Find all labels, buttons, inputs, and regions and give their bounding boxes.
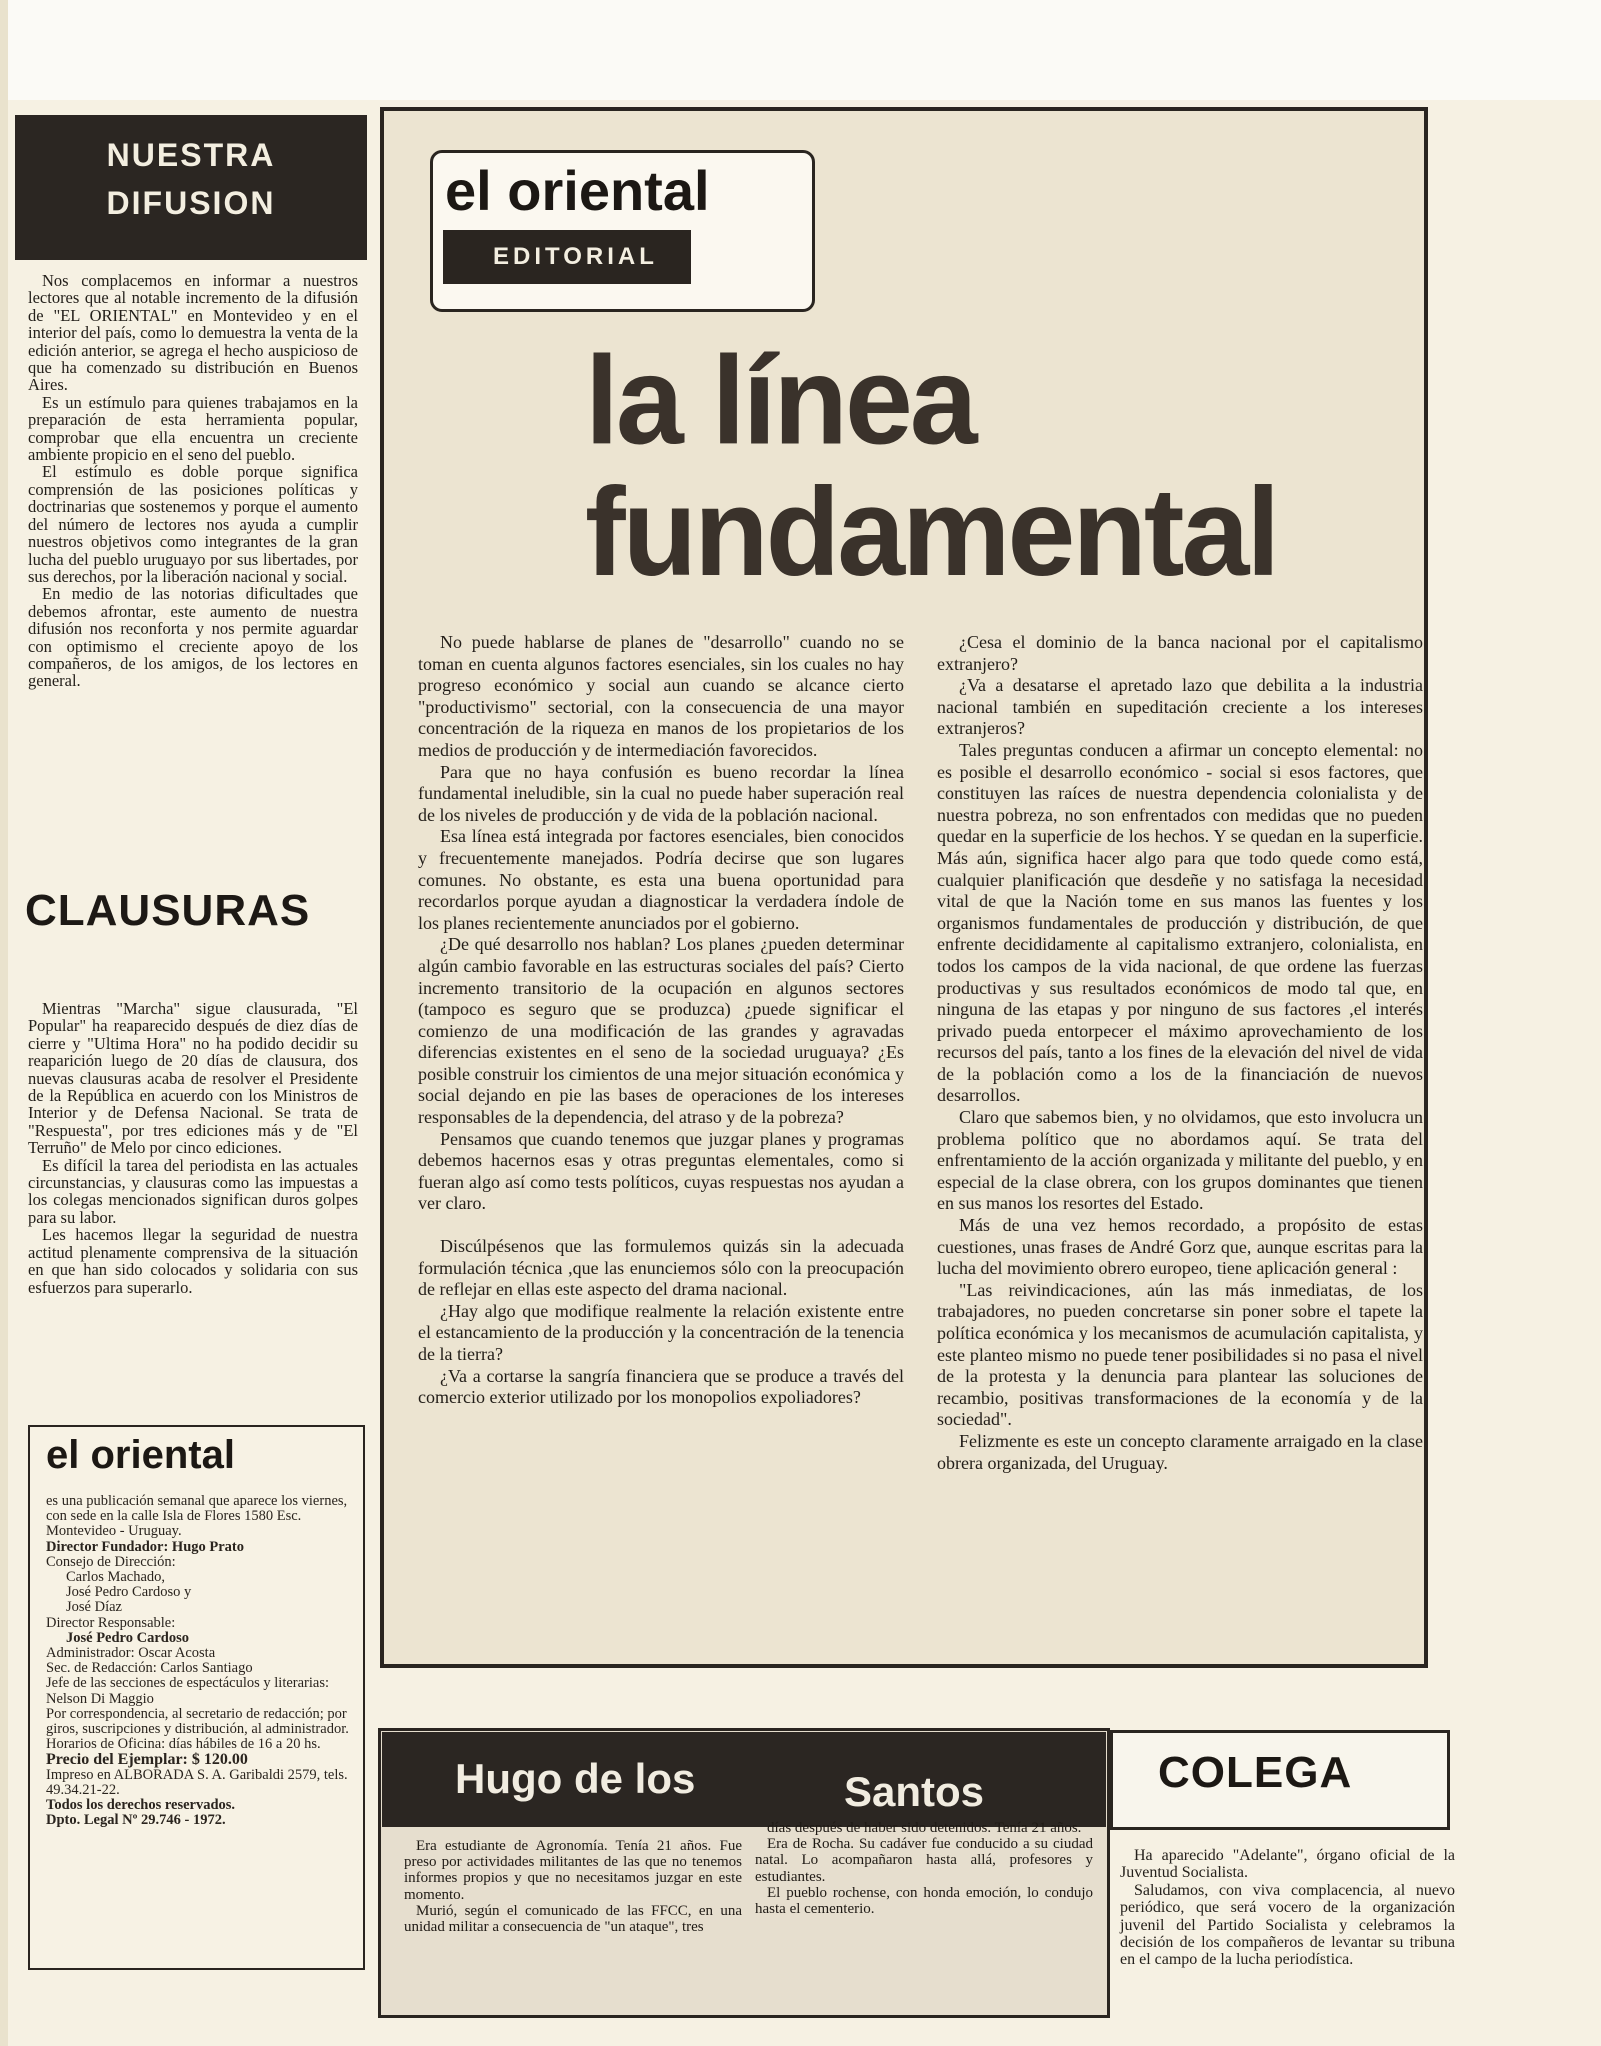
paragraph: Tales preguntas conducen a afirmar un concepto elemental: no es posible el desarrollo económico - social si esos factores, que constituyen las raíces de nuestra dependencia colonialista y de nuestra pobreza, no son enfrentados con medidas que no pueden quedar en la superficie de los hechos. Y se quedan en la superficie. Más aún, significa hacer algo para que todo quede como está, cualquier planificación que desdeñe y no satisfaga la necesidad vital de que la Nación tome en sus manos las fuentes y los organismos fundamentales de producción y distribución, de que enfrente decididamente al capitalismo extranjero, colonialista, en todos los campos de la vida nacional, de que ordene las fuerzas productivas y sus resultados económicos de modo tal que, en ninguna de las etapas y por ninguno de sus factores ,el interés privado pueda entorpecer el máximo aprovechamiento de los recursos del país, tanto a los fines de la elevación del nivel de vida de la población como a los de la financiación de nuevos desarrollos. — [937, 739, 1423, 1106]
paragraph: Claro que sabemos bien, y no olvidamos, que esto involucra un problema político que no abordamos aquí. Se trata del enfrentamiento de la acción organizada y militante del pueblo, y en especial de la clase obrera, con los grupos dominantes que tienen en sus manos los resortes del Estado. — [937, 1107, 1423, 1214]
masthead-line: Todos los derechos reservados. — [46, 1797, 236, 1814]
clausuras-title: CLAUSURAS — [25, 886, 311, 935]
colega-title: COLEGA — [1158, 1748, 1353, 1797]
masthead-line: Director Responsable: — [46, 1614, 176, 1631]
masthead-line: Dpto. Legal Nº 29.746 - 1972. — [46, 1812, 226, 1829]
paragraph: En medio de las notorias dificultades que debemos afrontar, este aumento de nuestra difusión nos reconforta y nos permite aguardar con optimismo el creciente apoyo de los compañeros, de los amigos, de los lectores en general. — [28, 584, 358, 691]
santos-column-1 — [404, 1838, 742, 1935]
masthead-line: José Pedro Cardoso — [66, 1629, 189, 1646]
editorial-headline — [585, 330, 1405, 602]
paragraph: Era de Rocha. Su cadáver fue conducido a su ciudad natal. Lo acompañaron hasta allá, profesores y estudiantes. — [755, 1836, 1093, 1885]
paragraph: días después de haber sido detenidos. Tenía 21 años. — [767, 1820, 1082, 1836]
page-top-margin — [0, 0, 1601, 100]
paragraph: Nos complacemos en informar a nuestros lectores que al notable incremento de la difusión de "EL ORIENTAL" en Montevideo y en el interior del país, como lo demuestra la venta de la edición anterior, se agrega el hecho auspicioso de que ha comenzado su distribución en Buenos Aires. — [28, 271, 358, 395]
paragraph: Pensamos que cuando tenemos que juzgar planes y programas debemos hacernos esas y otras preguntas elementales, como si fueran algo así como tests políticos, cuyas respuestas nos ayudan a ver claro. — [418, 1128, 904, 1214]
paragraph-spacer — [418, 1215, 904, 1236]
paragraph: Es difícil la tarea del periodista en las actuales circunstancias, y clausuras como las impuestas a los colegas mencionados significan duros golpes para su labor. — [28, 1155, 358, 1227]
masthead-details — [46, 1494, 351, 1828]
page-edge — [0, 0, 8, 2046]
paragraph: ¿Va a desatarse el apretado lazo que debilita a la industria nacional también en supeditación creciente a los intereses extranjeros? — [937, 675, 1423, 739]
paragraph: Para que no haya confusión es bueno recordar la línea fundamental ineludible, sin la cual no puede haber superación real de los niveles de producción y de vida de la población nacional. — [418, 761, 904, 825]
colega-article — [1120, 1847, 1455, 1969]
headline-line: fundamental — [585, 461, 1278, 602]
difusion-article — [28, 272, 358, 690]
paragraph: Les hacemos llegar la seguridad de nuestra actitud plenamente comprensiva de la situación en que han sido colocados y solidaria con sus esfuerzos para superarlo. — [28, 1225, 358, 1297]
masthead-line: Por correspondencia, al secretario de redacción; por giros, suscripciones y distribución, al administrador. — [46, 1705, 349, 1738]
masthead-line: José Díaz — [66, 1599, 122, 1616]
paragraph: Esa línea está integrada por factores esenciales, bien conocidos y frecuentemente manejados. Podría decirse que son lugares comunes. No obstante, es esta una buena oportunidad para recordarlos porque ayudan a diagnosticar la verdadera índole de los planes recientemente anunciados por el gobierno. — [418, 826, 904, 933]
paragraph: "Las reivindicaciones, aún las más inmediatas, de los trabajadores, no pueden concretarse sin poner sobre el tapete la política económica y los mecanismos de acumulación capitalista, y este planteo mismo no puede tener posibilidades si no pasa el nivel de la protesta y la denuncia para plantear las soluciones de recambio, positivas transformaciones de la economía y de la sociedad". — [937, 1279, 1423, 1430]
difusion-title-line: NUESTRA — [106, 137, 276, 173]
paragraph: ¿Cesa el dominio de la banca nacional por el capitalismo extranjero? — [937, 632, 1423, 674]
masthead-line: Horarios de Oficina: días hábiles de 16 a 20 hs. — [46, 1736, 321, 1753]
editorial-column-1 — [418, 632, 904, 1409]
paragraph: No puede hablarse de planes de "desarrollo" cuando no se toman en cuenta algunos factores esenciales, sin los cuales no hay progreso económico y social aun cuando se alcance cierto "productivismo" sectorial, con la consecuencia de una mayor concentración de la riqueza en manos de los propietarios de los medios de producción y de intermediación favorecidos. — [418, 632, 904, 760]
santos-column-2 — [755, 1820, 1093, 1917]
masthead-line: José Pedro Cardoso y — [66, 1584, 192, 1601]
clausuras-article — [28, 1000, 358, 1296]
difusion-title-line: DIFUSION — [106, 185, 276, 221]
paragraph: El pueblo rochense, con honda emoción, lo condujo hasta el cementerio. — [755, 1884, 1093, 1918]
paragraph: Discúlpésenos que las formulemos quizás sin la adecuada formulación técnica ,que las enunciemos sólo con la preocupación de reflejar en ellas este aspecto del drama nacional. — [418, 1236, 904, 1300]
editorial-section-label: EDITORIAL — [443, 230, 691, 284]
paragraph: Más de una vez hemos recordado, a propósito de estas cuestiones, unas frases de André Gorz que, aunque escritas para la lucha del movimiento obrero europeo, tiene aplicación general : — [937, 1215, 1423, 1279]
masthead-line: Impreso en ALBORADA S. A. Garibaldi 2579, tels. 49.34.21-22. — [46, 1766, 348, 1798]
santos-title: Hugo de los — [455, 1755, 696, 1802]
masthead-title: el oriental — [46, 1433, 235, 1477]
paragraph: Ha aparecido "Adelante", órgano oficial de la Juventud Socialista. — [1120, 1847, 1455, 1882]
masthead-line: Consejo de Dirección: — [46, 1553, 176, 1570]
santos-title: Santos — [844, 1768, 985, 1815]
paragraph: ¿Hay algo que modifique realmente la relación existente entre el estancamiento de la producción y la concentración de la tenencia de la tierra? — [418, 1300, 904, 1364]
headline-line: la línea — [585, 330, 975, 471]
masthead-line: es una publicación semanal que aparece los viernes, con sede en la calle Isla de Flores 1580 Esc. Montevideo - Uruguay. — [46, 1493, 348, 1540]
paragraph: Es un estímulo para quienes trabajamos en la preparación de esta herramienta popular, comprobar que ella encuentra un creciente ambiente propicio en el seno del pueblo. — [28, 392, 358, 465]
editorial-column-2 — [937, 632, 1423, 1474]
masthead-line: Sec. de Redacción: Carlos Santiago — [46, 1660, 253, 1677]
paragraph: Felizmente es este un concepto claramente arraigado en la clase obrera organizada, del Uruguay. — [937, 1430, 1423, 1473]
paragraph: Saludamos, con viva complacencia, al nuevo periódico, que será vocero de la organización juvenil del Partido Socialista y celebramos la decisión de los compañeros de levantar su tribuna en el campo de la lucha periodística. — [1120, 1881, 1455, 1969]
masthead-line: Director Fundador: Hugo Prato — [46, 1538, 245, 1555]
paragraph: Mientras "Marcha" sigue clausurada, "El Popular" ha reaparecido después de diez días de cierre y "Ultima Hora" no ha podido decidir su reaparición luego de 20 días de clausura, dos nuevas clausuras acaba de resolver el Presidente de la República en acuerdo con los Ministros de Interior y de Defensa Nacional. Se trata de "Respuesta", por tres ediciones más y de "El Terruño" de Melo por cinco ediciones. — [28, 999, 358, 1158]
masthead-line: Carlos Machado, — [66, 1569, 166, 1586]
paragraph: Era estudiante de Agronomía. Tenía 21 años. Fue preso por actividades militantes de las que no tenemos informes propios y que no necesitamos juzgar en este momento. — [404, 1838, 742, 1903]
difusion-heading-box — [15, 115, 367, 260]
masthead-line: Precio del Ejemplar: $ 120.00 — [46, 1751, 248, 1769]
paragraph: ¿Va a cortarse la sangría financiera que se produce a través del comercio exterior utilizado por los monopolios expoliadores? — [418, 1365, 904, 1408]
paragraph: Murió, según el comunicado de las FFCC, en una unidad militar a consecuencia de "un ataque", tres — [404, 1902, 742, 1936]
editorial-logo: el oriental — [445, 159, 710, 222]
masthead-line: Jefe de las secciones de espectáculos y literarias: Nelson Di Maggio — [46, 1675, 330, 1707]
paragraph: ¿De qué desarrollo nos hablan? Los planes ¿pueden determinar algún cambio favorable en las estructuras sociales del país? Cierto incremento transitorio de la ocupación en algunos sectores (tampoco es seguro que se produzca) ¿puede significar el comienzo de una modificación de las grandes y agravadas diferencias existentes en el seno de la sociedad uruguaya? ¿Es posible construir los cimientos de una mejor situación económica y social dejando en pie las bases de operaciones de los intereses responsables de la dependencia, del atraso y de la pobreza? — [418, 934, 904, 1128]
paragraph: El estímulo es doble porque significa comprensión de las posiciones políticas y doctrinarias que sostenemos y porque el aumento del número de lectores nos ayuda a cumplir nuestros objetivos como integrantes de la gran lucha del pueblo uruguayo por sus libertades, por sus derechos, por la liberación nacional y social. — [28, 462, 358, 586]
masthead-line: Administrador: Oscar Acosta — [46, 1645, 216, 1662]
